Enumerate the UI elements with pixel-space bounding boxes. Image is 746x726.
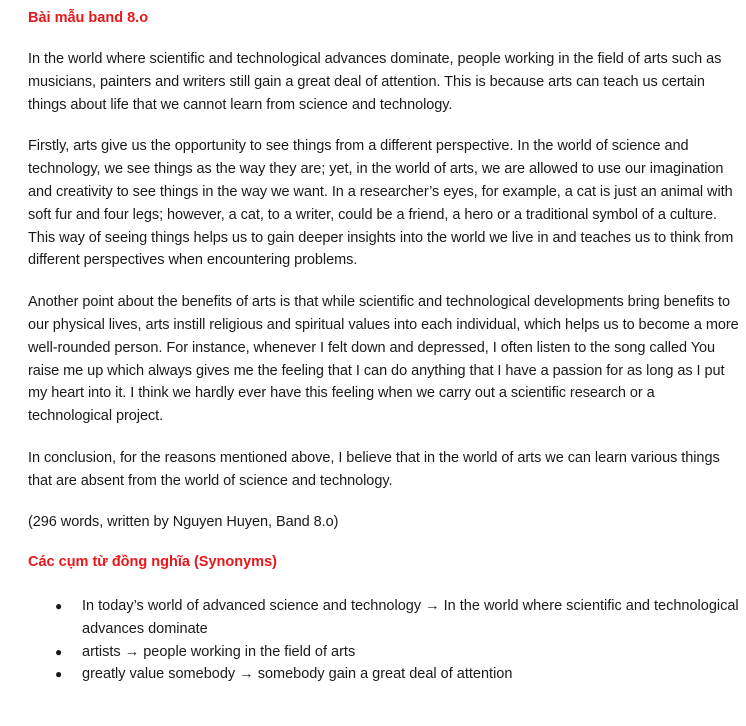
synonyms-heading: Các cụm từ đồng nghĩa (Synonyms) xyxy=(28,554,277,571)
bullet-icon: ● xyxy=(55,644,63,659)
paragraph-body-1: Firstly, arts give us the opportunity to see things from a different perspective. In the world of science and technology, we see things as the way they are; yet, in the world of arts, we are allowed to use our imagination and creativity to see things in the way we want. In a researcher’s eyes, for example, a cat is just an animal with soft fur and four legs; however, a cat, to a writer, could be a friend, a hero or a traditional symbol of a culture. This way of seeing things helps us to gain deeper insights into the world we live in and teaches us to think from different perspectives when encountering problems. xyxy=(28,138,734,269)
list-item xyxy=(28,641,740,664)
synonyms-list xyxy=(28,595,740,685)
paragraph-conclusion: In conclusion, for the reasons mentioned above, I believe that in the world of arts we can learn various things that are absent from the world of science and technology. xyxy=(28,449,720,489)
bullet-icon: ● xyxy=(55,599,63,614)
synonym-text: greatly value somebody → somebody gain a great deal of attention xyxy=(82,666,513,683)
bullet-icon: ● xyxy=(55,667,63,682)
synonym-text: In today’s world of advanced science and technology → In the world where scientific and technological advances dominate xyxy=(82,598,739,637)
word-count-signature: (296 words, written by Nguyen Huyen, Band 8.o) xyxy=(28,513,339,530)
paragraph-intro: In the world where scientific and technological advances dominate, people working in the field of arts such as musicians, painters and writers still gain a great deal of attention. This is because arts can teach us certain things about life that we cannot learn from science and technology. xyxy=(28,51,722,113)
list-item xyxy=(28,663,740,686)
document xyxy=(28,7,740,686)
paragraph-body-2: Another point about the benefits of arts is that while scientific and technological developments bring benefits to our physical lives, arts instill religious and spiritual values into each individual, which helps us to become a more well-rounded person. For instance, whenever I felt down and depressed, I often listen to the song called You raise me up which always gives me the feeling that I can do anything that I have a passion for as long as I put my heart into it. I think we hardly ever have this feeling when we carry out a scientific research or a technological project. xyxy=(28,294,739,425)
synonym-text: artists → people working in the field of arts xyxy=(82,643,356,660)
list-item xyxy=(28,595,740,640)
page-title: Bài mẫu band 8.o xyxy=(28,10,149,26)
